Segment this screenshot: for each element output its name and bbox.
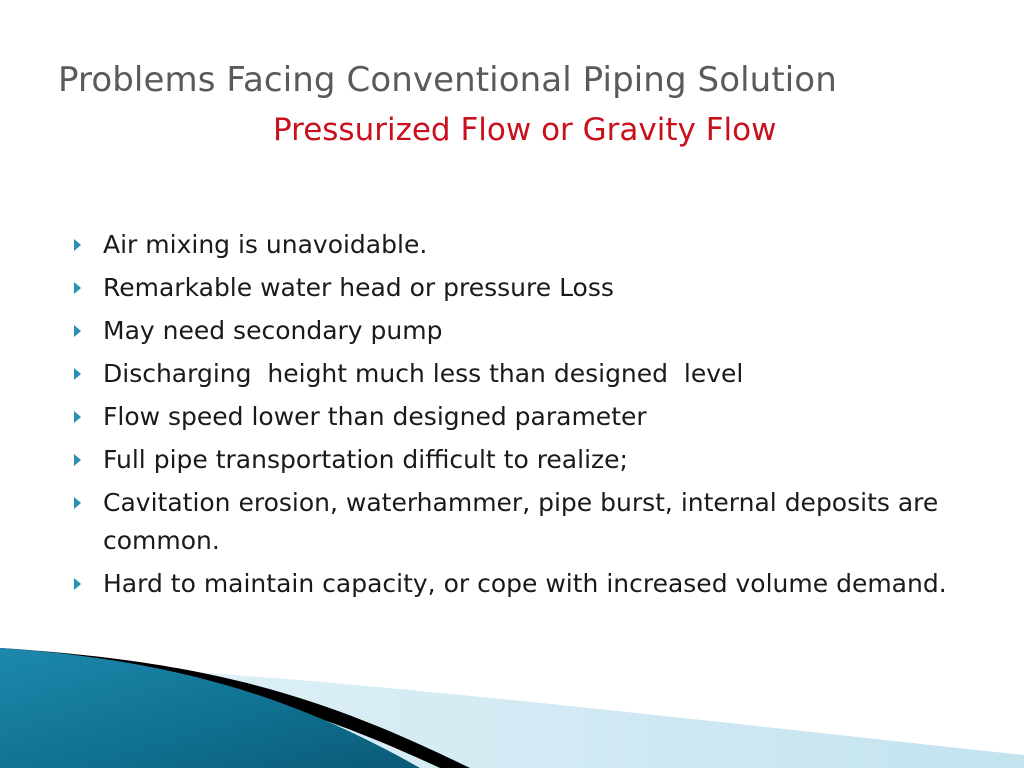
bullet-text: Full pipe transportation difficult to realize;: [103, 445, 628, 474]
bullet-text: Flow speed lower than designed parameter: [103, 402, 647, 431]
triangle-bullet-icon: [74, 411, 81, 423]
wave-light-band: [0, 662, 1024, 768]
triangle-bullet-icon: [74, 368, 81, 380]
bullet-item: [72, 312, 1002, 350]
bullet-item: [72, 269, 1002, 307]
bullet-text: Cavitation erosion, waterhammer, pipe burst, internal deposits are common.: [103, 488, 947, 555]
bullet-item: [72, 441, 1002, 479]
wave-black-stroke: [0, 648, 470, 768]
bullet-item: [72, 355, 1002, 393]
bullet-item: [72, 484, 1002, 560]
bullet-text: Remarkable water head or pressure Loss: [103, 273, 614, 302]
bullet-text: Air mixing is unavoidable.: [103, 230, 428, 259]
bullet-text: Hard to maintain capacity, or cope with increased volume demand.: [103, 569, 947, 598]
triangle-bullet-icon: [74, 578, 81, 590]
bullet-text: May need secondary pump: [103, 316, 443, 345]
bullet-item: [72, 226, 1002, 264]
bullet-item: [72, 565, 1002, 603]
bullet-text: Discharging height much less than designed level: [103, 359, 744, 388]
triangle-bullet-icon: [74, 325, 81, 337]
bullet-list: [72, 226, 1002, 608]
triangle-bullet-icon: [74, 239, 81, 251]
title-subtitle: Pressurized Flow or Gravity Flow: [273, 112, 777, 148]
triangle-bullet-icon: [74, 497, 81, 509]
triangle-bullet-icon: [74, 282, 81, 294]
triangle-bullet-icon: [74, 454, 81, 466]
title-main: Problems Facing Conventional Piping Solution: [58, 60, 837, 100]
wave-teal-band: [0, 648, 420, 768]
bullet-item: [72, 398, 1002, 436]
